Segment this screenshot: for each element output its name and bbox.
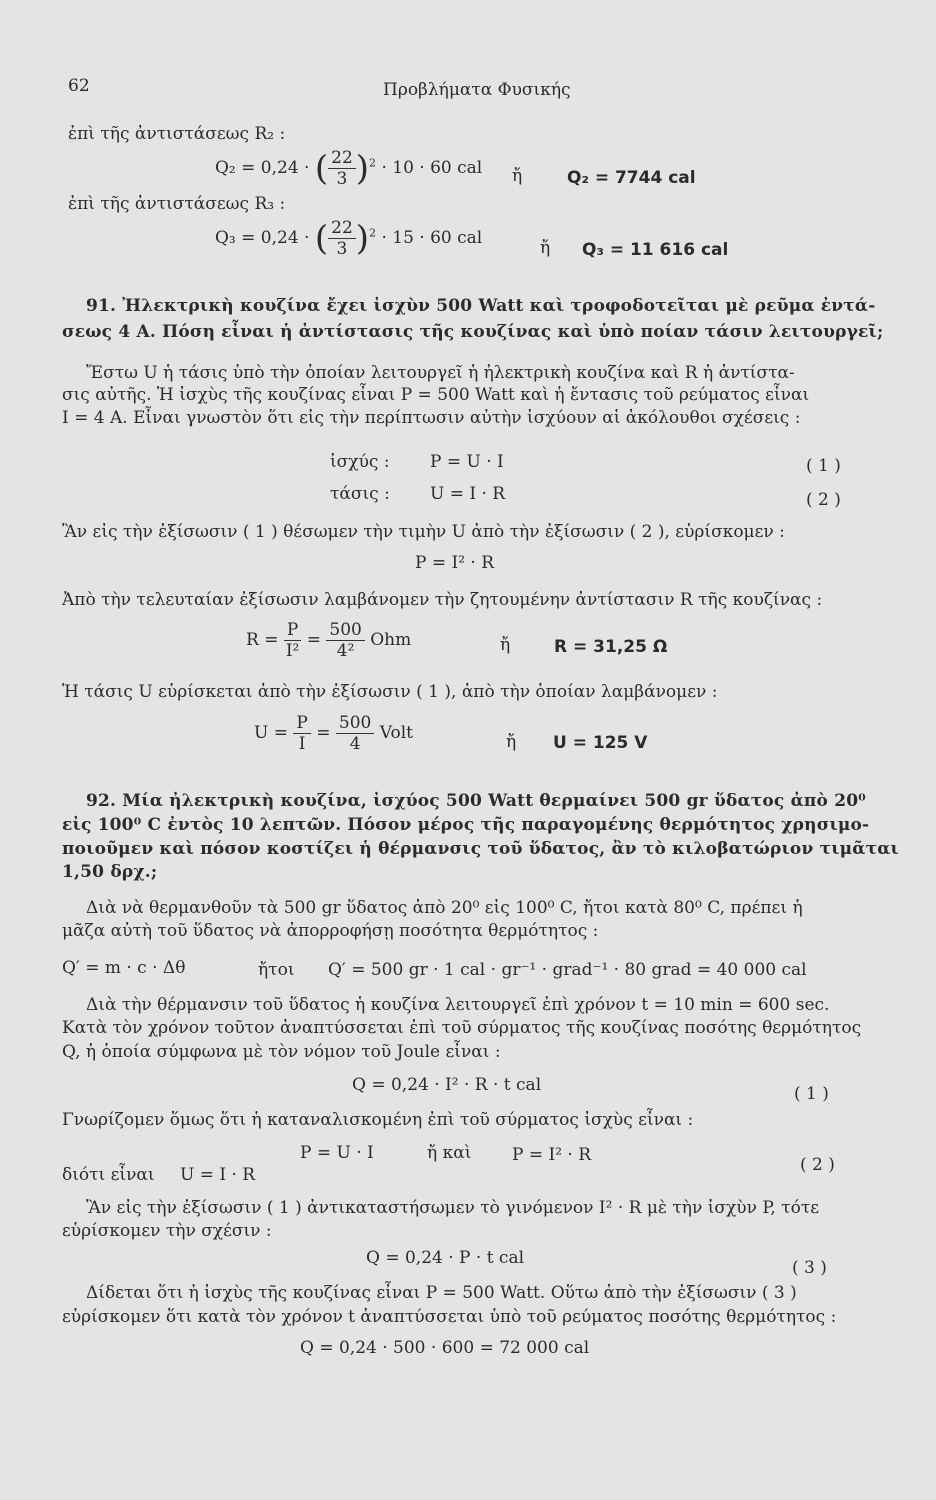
eq-b-or: ἤ καὶ bbox=[427, 1143, 472, 1163]
eq-c-number: ( 3 ) bbox=[792, 1258, 827, 1278]
eq-d: Q = 0,24 · 500 · 600 = 72 000 cal bbox=[300, 1338, 590, 1358]
eq-b1: P = U · I bbox=[300, 1143, 374, 1163]
eq2-label: τάσις : bbox=[330, 484, 390, 504]
equation-u: U = $\frac{P}{I}$ = $\frac{500}{4}$ Volt bbox=[254, 713, 413, 754]
eq2-number: ( 2 ) bbox=[806, 490, 841, 510]
eq2: U = I · R bbox=[430, 484, 506, 504]
eq-q-prime-mid: ἤτοι bbox=[258, 960, 295, 980]
problem-91-title-2: σεως 4 Α. Πόση εἶναι ἡ ἀντίστασις τῆς κουζίνας καὶ ὑπὸ ποίαν τάσιν λειτουργεῖ; bbox=[62, 322, 884, 342]
eq-c: Q = 0,24 · P · t cal bbox=[366, 1248, 525, 1268]
equation-q3: Q₃ = 0,24 · ( $\frac{22}{3}$ )$^2$ · 15 · 60 cal bbox=[215, 218, 483, 259]
or-q3: ἤ bbox=[540, 238, 551, 258]
eq-q-prime-rest: Q′ = 500 gr · 1 cal · gr⁻¹ · grad⁻¹ · 80 grad = 40 000 cal bbox=[328, 960, 807, 980]
page-number: 62 bbox=[68, 76, 90, 96]
problem-92-title-1: 92. Μία ἠλεκτρικὴ κουζίνα, ἰσχύος 500 Watt θερμαίνει 500 gr ὕδατος ἀπὸ 20⁰ bbox=[86, 791, 866, 811]
or-r: ἤ bbox=[500, 635, 511, 655]
problem-92-title-2: εἰς 100⁰ C ἐντὸς 10 λεπτῶν. Πόσον μέρος τῆς παραγομένης θερμότητος χρησιμο- bbox=[62, 815, 870, 835]
problem-92-title-3: ποιοῦμεν καὶ πόσον κοστίζει ἡ θέρμανσις τοῦ ὕδατος, ἂν τὸ κιλοβατώριον τιμᾶται bbox=[62, 839, 899, 859]
problem-91-title-1: 91. Ἠλεκτρικὴ κουζίνα ἔχει ἰσχὺν 500 Watt καὶ τροφοδοτεῖται μὲ ρεῦμα ἐντά- bbox=[86, 296, 876, 316]
p91-line-2: σις αὐτῆς. Ἡ ἰσχὺς τῆς κουζίνας εἶναι P = 500 Watt καὶ ἡ ἔντασις τοῦ ρεύματος εἶναι bbox=[62, 385, 810, 405]
equation-q2: Q₂ = 0,24 · ( $\frac{22}{3}$ )$^2$ · 10 · 60 cal bbox=[215, 148, 483, 189]
eq-b2: P = I² · R bbox=[512, 1145, 592, 1165]
p92-line-5: Q, ἡ ὁποία σύμφωνα μὲ τὸν νόμον τοῦ Joule εἶναι : bbox=[62, 1042, 501, 1062]
result-q2: Q₂ = 7744 cal bbox=[567, 168, 696, 188]
eq-q-prime: Q′ = m · c · Δθ bbox=[62, 958, 186, 978]
eq-a: Q = 0,24 · I² · R · t cal bbox=[352, 1075, 542, 1095]
p92-line-7a: διότι εἶναι bbox=[62, 1165, 155, 1185]
p92-line-7b: U = I · R bbox=[180, 1165, 256, 1185]
eq1-label: ἰσχύς : bbox=[330, 452, 390, 472]
running-title: Προβλήματα Φυσικής bbox=[383, 80, 571, 100]
p92-line-1: Διὰ νὰ θερμανθοῦν τὰ 500 gr ὕδατος ἀπὸ 20⁰ εἰς 100⁰ C, ἤτοι κατὰ 80⁰ C, πρέπει ἡ bbox=[86, 898, 803, 918]
eq1: P = U · I bbox=[430, 452, 504, 472]
p92-line-10: Δίδεται ὅτι ἡ ἰσχὺς τῆς κουζίνας εἶναι P = 500 Watt. Οὕτω ἀπὸ τὴν ἐξίσωσιν ( 3 ) bbox=[86, 1283, 797, 1303]
equation-r: R = $\frac{P}{\text{I²}}$ = $\frac{500}{\text{4²}}$ Ohm bbox=[246, 620, 412, 661]
p92-line-9: εὑρίσκομεν τὴν σχέσιν : bbox=[62, 1221, 272, 1241]
p91-line-3: I = 4 A. Εἶναι γνωστὸν ὅτι εἰς τὴν περίπτωσιν αὐτὴν ἰσχύουν αἱ ἀκόλουθοι σχέσεις : bbox=[62, 408, 801, 428]
p92-line-11: εὑρίσκομεν ὅτι κατὰ τὸν χρόνον t ἀναπτύσσεται ὑπὸ τοῦ ρεύματος ποσότης θερμότητος : bbox=[62, 1307, 837, 1327]
eq-a-number: ( 1 ) bbox=[794, 1084, 829, 1104]
p92-line-6: Γνωρίζομεν ὅμως ὅτι ἡ καταναλισκομένη ἐπὶ τοῦ σύρματος ἰσχὺς εἶναι : bbox=[62, 1110, 694, 1130]
p92-line-8: Ἂν εἰς τὴν ἐξίσωσιν ( 1 ) ἀντικαταστήσωμεν τὸ γινόμενον I² · R μὲ τὴν ἰσχὺν P, τότε bbox=[86, 1198, 820, 1218]
problem-92-title-4: 1,50 δρχ.; bbox=[62, 862, 158, 882]
or-q2: ἤ bbox=[512, 166, 523, 186]
result-q3: Q₃ = 11 616 cal bbox=[582, 240, 729, 260]
eq-b-number: ( 2 ) bbox=[800, 1155, 835, 1175]
label-r3: ἐπὶ τῆς ἀντιστάσεως R₃ : bbox=[68, 194, 286, 214]
p92-line-2: μᾶζα αὐτὴ τοῦ ὕδατος νὰ ἀπορροφήσῃ ποσότητα θερμότητος : bbox=[62, 921, 599, 941]
p91-line-6: Ἡ τάσις U εὑρίσκεται ἀπὸ τὴν ἐξίσωσιν ( 1 ), ἀπὸ τὴν ὁποίαν λαμβάνομεν : bbox=[62, 682, 718, 702]
p91-line-1: Ἔστω U ἡ τάσις ὑπὸ τὴν ὁποίαν λειτουργεῖ ἡ ἠλεκτρικὴ κουζίνα καὶ R ἡ ἀντίστα- bbox=[86, 363, 795, 383]
or-u: ἤ bbox=[506, 732, 517, 752]
result-r: R = 31,25 Ω bbox=[554, 637, 668, 657]
p91-line-5: Ἀπὸ τὴν τελευταίαν ἐξίσωσιν λαμβάνομεν τὴν ζητουμένην ἀντίστασιν R τῆς κουζίνας : bbox=[62, 590, 823, 610]
p92-line-3: Διὰ τὴν θέρμανσιν τοῦ ὕδατος ἡ κουζίνα λειτουργεῖ ἐπὶ χρόνον t = 10 min = 600 sec. bbox=[86, 995, 830, 1015]
p92-line-4: Κατὰ τὸν χρόνον τοῦτον ἀναπτύσσεται ἐπὶ τοῦ σύρματος τῆς κουζίνας ποσότης θερμότητος bbox=[62, 1018, 862, 1038]
eq1-number: ( 1 ) bbox=[806, 456, 841, 476]
label-r2: ἐπὶ τῆς ἀντιστάσεως R₂ : bbox=[68, 124, 286, 144]
result-u: U = 125 V bbox=[553, 733, 648, 753]
eq3: P = I² · R bbox=[415, 553, 495, 573]
p91-line-4: Ἂν εἰς τὴν ἐξίσωσιν ( 1 ) θέσωμεν τὴν τιμὴν U ἀπὸ τὴν ἐξίσωσιν ( 2 ), εὑρίσκομεν : bbox=[62, 522, 785, 542]
